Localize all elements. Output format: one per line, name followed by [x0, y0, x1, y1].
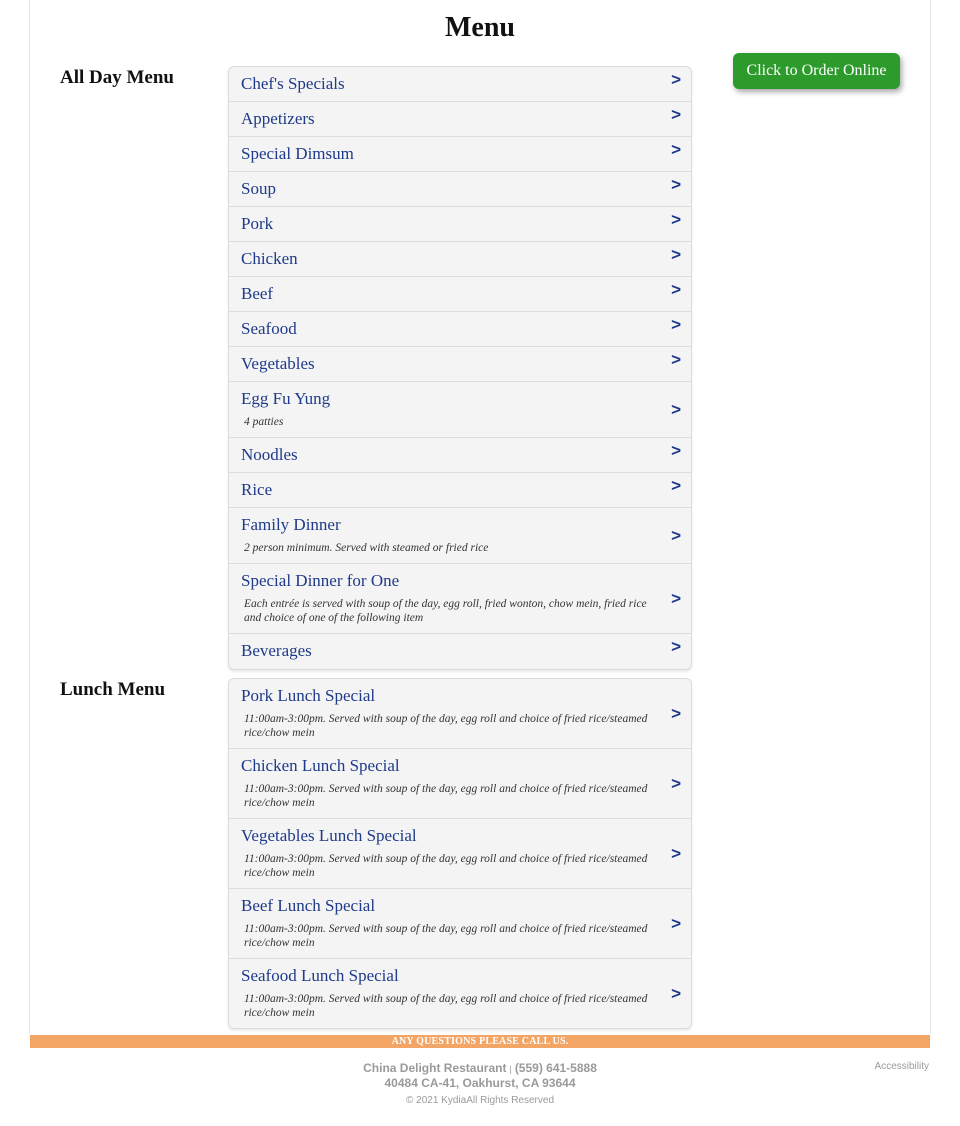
menu-category-title: Beef [241, 284, 274, 303]
menu-category-special-dimsum[interactable] [229, 137, 691, 172]
menu-category-vegetables[interactable] [229, 347, 691, 382]
address: 40484 CA-41, Oakhurst, CA 93644 [384, 1076, 576, 1090]
menu-category-title: Chef's Specials [241, 74, 345, 93]
chevron-right-icon: > [671, 476, 681, 495]
menu-category-title: Pork [241, 214, 274, 233]
menu-category-title: Beverages [241, 641, 312, 660]
menu-category-soup[interactable] [229, 172, 691, 207]
menu-category-title: Chicken Lunch Special [241, 756, 400, 775]
phone-link[interactable]: (559) 641-5888 [514, 1061, 597, 1075]
chevron-right-icon: > [671, 350, 681, 369]
kydia-link[interactable]: Kydia [441, 1095, 467, 1106]
chevron-right-icon: > [671, 588, 681, 608]
chevron-right-icon: > [671, 983, 681, 1003]
menu-category-noodles[interactable] [229, 438, 691, 473]
chevron-right-icon: > [671, 245, 681, 264]
menu-category-description: 11:00am-3:00pm. Served with soup of the day, egg roll and choice of fried rice/steamed rice/chow mein [244, 923, 648, 949]
menu-category-pork-lunch-special[interactable] [229, 679, 691, 749]
menu-category-egg-fu-yung[interactable] [229, 382, 691, 438]
section-label-lunch: Lunch Menu [60, 679, 166, 700]
lunch-menu-list [228, 678, 692, 1029]
menu-category-family-dinner[interactable] [229, 508, 691, 564]
chevron-right-icon: > [671, 315, 681, 334]
footer [0, 1061, 960, 1106]
menu-category-title: Vegetables [241, 354, 315, 373]
menu-category-pork[interactable] [229, 207, 691, 242]
menu-category-title: Special Dinner for One [241, 571, 400, 590]
menu-category-beef[interactable] [229, 277, 691, 312]
order-online-button[interactable]: Click to Order Online [733, 53, 900, 89]
menu-category-title: Pork Lunch Special [241, 686, 376, 705]
restaurant-name: China Delight Restaurant [363, 1061, 507, 1075]
menu-category-title: Rice [241, 480, 273, 499]
all-day-menu-list [228, 66, 692, 670]
chevron-right-icon: > [671, 280, 681, 299]
chevron-right-icon: > [671, 703, 681, 723]
menu-category-title: Soup [241, 179, 276, 198]
chevron-right-icon: > [671, 140, 681, 159]
menu-category-title: Special Dimsum [241, 144, 354, 163]
menu-category-description: 11:00am-3:00pm. Served with soup of the day, egg roll and choice of fried rice/steamed rice/chow mein [244, 993, 648, 1019]
menu-category-beef-lunch-special[interactable] [229, 889, 691, 959]
copyright: © 2021 [405, 1095, 439, 1106]
menu-category-beverages[interactable] [229, 634, 691, 669]
menu-category-chef-s-specials[interactable] [229, 67, 691, 102]
chevron-right-icon: > [671, 175, 681, 194]
section-label-all-day: All Day Menu [60, 67, 174, 88]
menu-category-title: Egg Fu Yung [241, 389, 331, 408]
menu-category-title: Appetizers [241, 109, 315, 128]
menu-category-description: 2 person minimum. Served with steamed or fried rice [244, 542, 489, 554]
chevron-right-icon: > [671, 525, 681, 545]
menu-category-chicken-lunch-special[interactable] [229, 749, 691, 819]
menu-category-title: Vegetables Lunch Special [241, 826, 417, 845]
chevron-right-icon: > [671, 843, 681, 863]
menu-category-special-dinner-for-one[interactable] [229, 564, 691, 634]
chevron-right-icon: > [671, 773, 681, 793]
footer-separator: | [509, 1064, 512, 1074]
menu-category-title: Seafood [241, 319, 297, 338]
menu-category-title: Seafood Lunch Special [241, 966, 399, 985]
menu-category-title: Noodles [241, 445, 298, 464]
menu-category-description: 4 patties [244, 416, 284, 428]
page-title: Menu [445, 12, 515, 43]
menu-category-description: 11:00am-3:00pm. Served with soup of the day, egg roll and choice of fried rice/steamed rice/chow mein [244, 783, 648, 809]
chevron-right-icon: > [671, 441, 681, 460]
chevron-right-icon: > [671, 913, 681, 933]
menu-category-seafood-lunch-special[interactable] [229, 959, 691, 1028]
call-us-banner: ANY QUESTIONS PLEASE CALL US. [30, 1035, 930, 1048]
chevron-right-icon: > [671, 70, 681, 89]
menu-category-title: Family Dinner [241, 515, 341, 534]
chevron-right-icon: > [671, 210, 681, 229]
rights-text: All Rights Reserved [466, 1095, 554, 1106]
menu-category-description: 11:00am-3:00pm. Served with soup of the day, egg roll and choice of fried rice/steamed rice/chow mein [244, 853, 648, 879]
menu-category-seafood[interactable] [229, 312, 691, 347]
menu-category-rice[interactable] [229, 473, 691, 508]
menu-category-vegetables-lunch-special[interactable] [229, 819, 691, 889]
menu-category-description: 11:00am-3:00pm. Served with soup of the day, egg roll and choice of fried rice/steamed rice/chow mein [244, 713, 648, 739]
accessibility-link[interactable]: Accessibility [874, 1061, 929, 1072]
menu-category-description: Each entrée is served with soup of the day, egg roll, fried wonton, chow mein, fried rice and choice of one of the following item [244, 598, 647, 624]
menu-category-appetizers[interactable] [229, 102, 691, 137]
chevron-right-icon: > [671, 399, 681, 419]
menu-category-title: Chicken [241, 249, 298, 268]
chevron-right-icon: > [671, 105, 681, 124]
menu-category-title: Beef Lunch Special [241, 896, 376, 915]
menu-category-chicken[interactable] [229, 242, 691, 277]
chevron-right-icon: > [671, 637, 681, 656]
